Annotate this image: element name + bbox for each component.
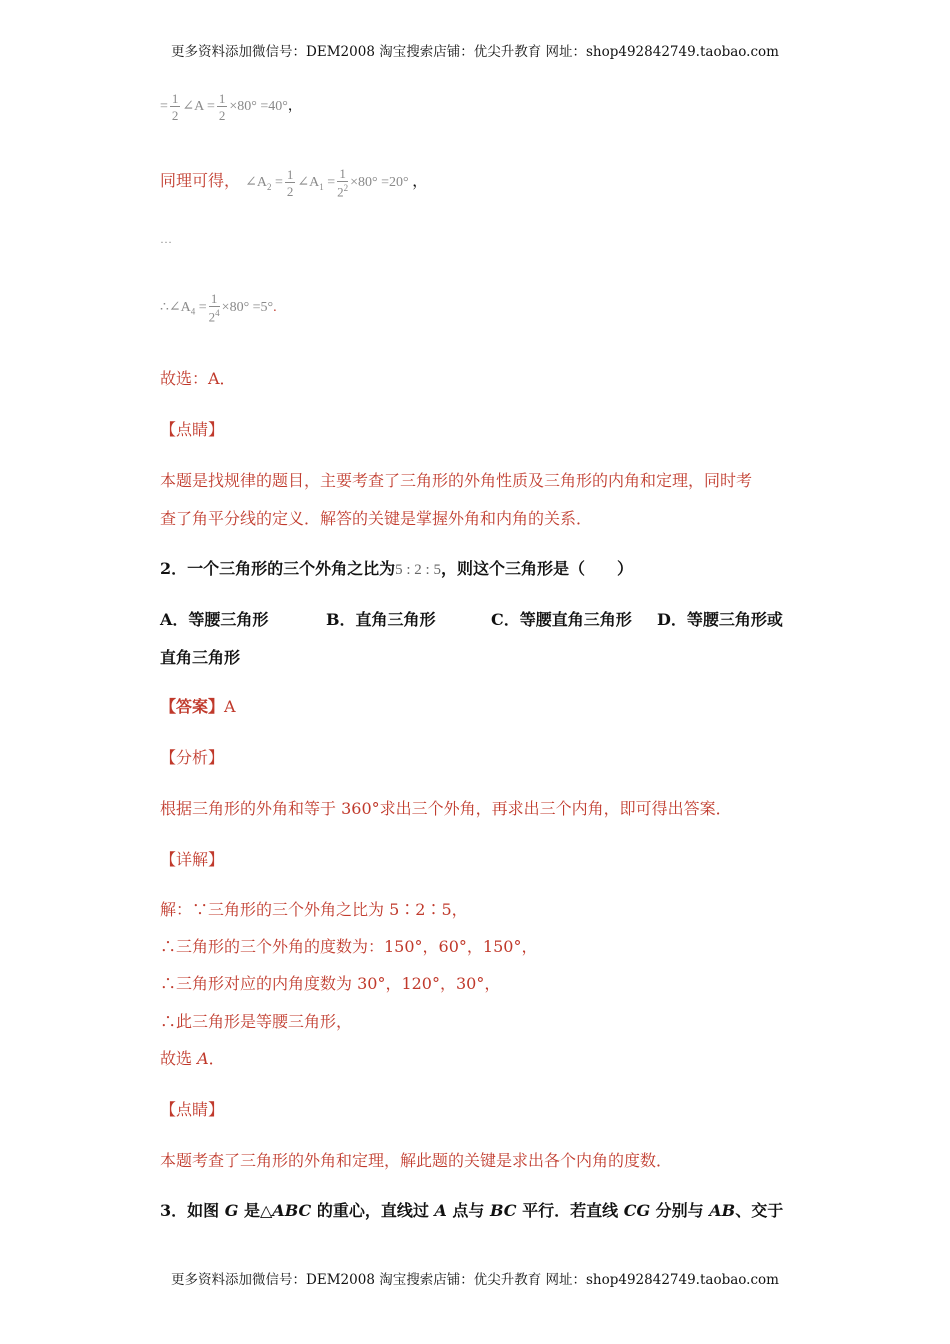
- q2-analysis-title: 【分析】: [160, 748, 225, 767]
- ellipsis: …: [160, 232, 172, 246]
- q2-detail-choice: 故选 A．: [160, 1049, 225, 1068]
- page-header: 更多资料添加微信号：DEM2008 淘宝搜索店铺：优尖升教育 网址：shop492842749.taobao.com: [171, 44, 779, 60]
- q1-comment-line-1: 本题是找规律的题目，主要考查了三角形的外角性质及三角形的内角和定理，同时考: [160, 471, 753, 490]
- math-line-3: $\therefore\angle A_4$ = $\frac{1}{2^4}$ ×80° =5°.: [160, 291, 277, 325]
- q2-stem: 2．一个三角形的三个外角之比为5 : 2 : 5，则这个三角形是（ ）: [160, 559, 633, 578]
- q2-option-a: A．等腰三角形: [160, 610, 269, 629]
- q2-comment: 本题考查了三角形的外角和定理，解此题的关键是求出各个内角的度数．: [160, 1151, 673, 1170]
- q2-answer: 【答案】A: [160, 697, 236, 716]
- math-line-2: 同理可得， $\angle A_2$ = $\frac{1}{2}$ $\angle A_1$ = $\frac{1}{2^2}$ ×80° =20° ，: [160, 166, 429, 200]
- fraction-line3: $\frac{1}{2^4}$: [208, 291, 220, 325]
- q2-option-d-cont: 直角三角形: [160, 648, 241, 667]
- q2-detail-line-1: 解：∵三角形的三个外角之比为 5∶2∶5，: [160, 900, 468, 919]
- fraction-half: $\frac{1}{2}$: [171, 91, 179, 123]
- q2-option-c: C．等腰直角三角形: [491, 610, 632, 629]
- q2-detail-line-4: ∴此三角形是等腰三角形，: [160, 1012, 353, 1031]
- fraction-line2-b: $\frac{1}{2^2}$: [337, 166, 349, 200]
- q1-choice: 故选：A．: [160, 369, 236, 388]
- page-footer: 更多资料添加微信号：DEM2008 淘宝搜索店铺：优尖升教育 网址：shop492842749.taobao.com: [171, 1272, 779, 1288]
- q1-comment-title: 【点睛】: [160, 420, 225, 439]
- fraction-line2-a: $\frac{1}{2}$: [286, 166, 294, 199]
- q1-comment-line-2: 查了角平分线的定义．解答的关键是掌握外角和内角的关系．: [160, 509, 593, 528]
- fraction-half-2: $\frac{1}{2}$: [218, 91, 226, 123]
- math-line-1: = $\frac{1}{2}$ ∠A = $\frac{1}{2}$ ×80° =40°，: [160, 91, 302, 123]
- q2-detail-line-2: ∴三角形的三个外角的度数为：150°，60°，150°，: [160, 937, 538, 956]
- q3-stem: 3．如图 G 是△ABC 的重心，直线过 A 点与 BC 平行．若直线 CG 分别与 AB、交于: [160, 1201, 784, 1220]
- q2-analysis: 根据三角形的外角和等于 360°求出三个外角，再求出三个内角，即可得出答案．: [160, 799, 732, 818]
- q2-detail-title: 【详解】: [160, 850, 225, 869]
- q2-comment-title: 【点睛】: [160, 1100, 225, 1119]
- q2-option-b: B．直角三角形: [326, 610, 436, 629]
- q2-detail-line-3: ∴三角形对应的内角度数为 30°，120°，30°，: [160, 974, 501, 993]
- q2-option-d: D．等腰三角形或: [657, 610, 783, 629]
